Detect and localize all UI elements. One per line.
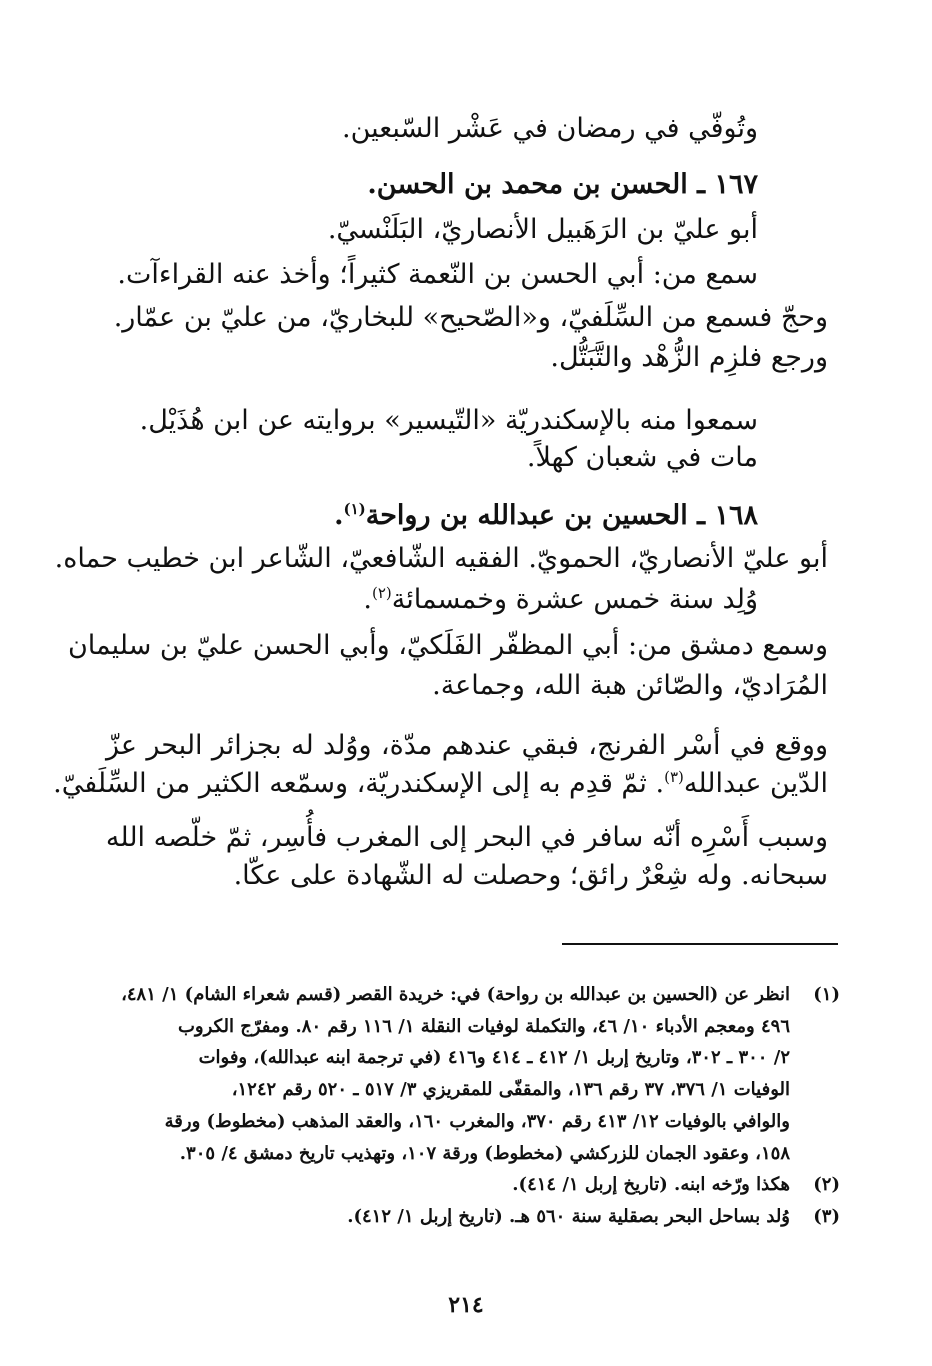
line-end: . [363,584,372,615]
body-line: ووقع في أسْر الفرنج، فبقي عندهم مدّة، ووُلد له بجزائر البحر عزّ [106,730,828,761]
birth-text: وُلِد سنة خمس عشرة وخمسمائة [391,584,758,615]
footnote-line: والوافي بالوفيات ١٢/ ٤١٣ رقم ٣٧٠، والمغرب ١٦٠، والعقد المذهب (مخطوط) ورقة [164,1111,790,1132]
body-line: وتُوفّي في رمضان في عَشْر السّبعين. [342,113,758,144]
footnote-line: ٢/ ٣٠٠ ـ ٣٠٢، وتاريخ إربل ١/ ٤١٢ ـ ٤١٤ و٤١٦ (في ترجمة ابنه عبدالله)، وفوات [198,1047,790,1068]
footnote-number: (١) [813,984,840,1005]
footnote-ref: (١) [343,500,366,518]
footnote-line: انظر عن (الحسين بن عبدالله بن رواحة) في: خريدة القصر (قسم شعراء الشام) ١/ ٤٨١، [121,984,790,1005]
body-line [53,766,828,802]
footnote-line: ٤٩٦ ومعجم الأدباء ١٠/ ٤٦، والتكملة لوفيات النقلة ١/ ١١٦ رقم ٨٠. ومفرّج الكروب [177,1016,790,1037]
footnote-line: ١٥٨، وعقود الجمان للزركشي (مخطوط) ورقة ١٠٧، وتهذيب تاريخ دمشق ٤/ ٣٠٥. [179,1143,790,1164]
body-line: سبحانه. وله شِعْرٌ رائق؛ وحصلت له الشّهادة على عكّا. [233,860,828,891]
body-line: سمع من: أبي الحسن بن النّعمة كثيراً؛ وأخذ عنه القراءآت. [117,259,758,290]
body-line: سمعوا منه بالإسكندريّة «التّيسير» بروايته عن ابن هُذَيْل. [139,405,758,436]
body-line: ورجع فلزِم الزُّهْد والتَّبَتُّل. [550,342,828,373]
footnote-number: (٣) [813,1206,840,1227]
page-number: ٢١٤ [448,1292,484,1318]
body-line: أبو عليّ بن الرَهَبيل الأنصاريّ، البَلَنْسيّ. [327,214,758,245]
heading-text: ١٦٨ ـ الحسين بن عبدالله بن رواحة [365,500,758,531]
body-line: وسمع دمشق من: أبي المظفّر الفَلَكيّ، وأبي الحسن عليّ بن سليمان [67,630,828,661]
body-line: وحجّ فسمع من السِّلَفيّ، و«الصّحيح» للبخاريّ، من عليّ بن عمّار. [113,302,828,333]
body-line [138,582,758,618]
footnote-separator [562,943,838,945]
entry-heading: ١٦٧ ـ الحسن بن محمد بن الحسن. [367,169,758,200]
name-text: الدّين عبدالله [683,768,828,799]
line-text: . ثمّ قدِم به إلى الإسكندريّة، وسمّعه الكثير من السِّلَفيّ. [53,768,665,799]
footnote-line: هكذا ورّخه ابنه. (تاريخ إربل ١/ ٤١٤). [512,1174,790,1195]
body-line: وسبب أَسْرِه أنّه سافر في البحر إلى المغرب فأُسِر، ثمّ خلّصه الله [105,822,828,853]
footnote-line: وُلد بساحل البحر بصقلية سنة ٥٦٠ هـ. (تاريخ إربل ١/ ٤١٢). [347,1206,790,1227]
footnote-ref: (٣) [664,768,684,786]
body-line: أبو عليّ الأنصاريّ، الحمويّ. الفقيه الشّافعيّ، الشّاعر ابن خطيب حماه. [54,543,828,574]
entry-heading [138,498,758,534]
footnote-line: الوفيات ١/ ٣٧٦، ٣٧ رقم ١٣٦، والمقفّى للمقريزي ٣/ ٥١٧ ـ ٥٢٠ رقم ١٢٤٢، [231,1079,790,1100]
footnote-number: (٢) [813,1174,840,1195]
heading-end: . [334,500,344,531]
body-line: المُرَاديّ، والصّائن هبة الله، وجماعة. [432,670,828,701]
body-line: مات في شعبان كهلاً. [526,442,758,473]
footnote-ref: (٢) [371,584,392,602]
